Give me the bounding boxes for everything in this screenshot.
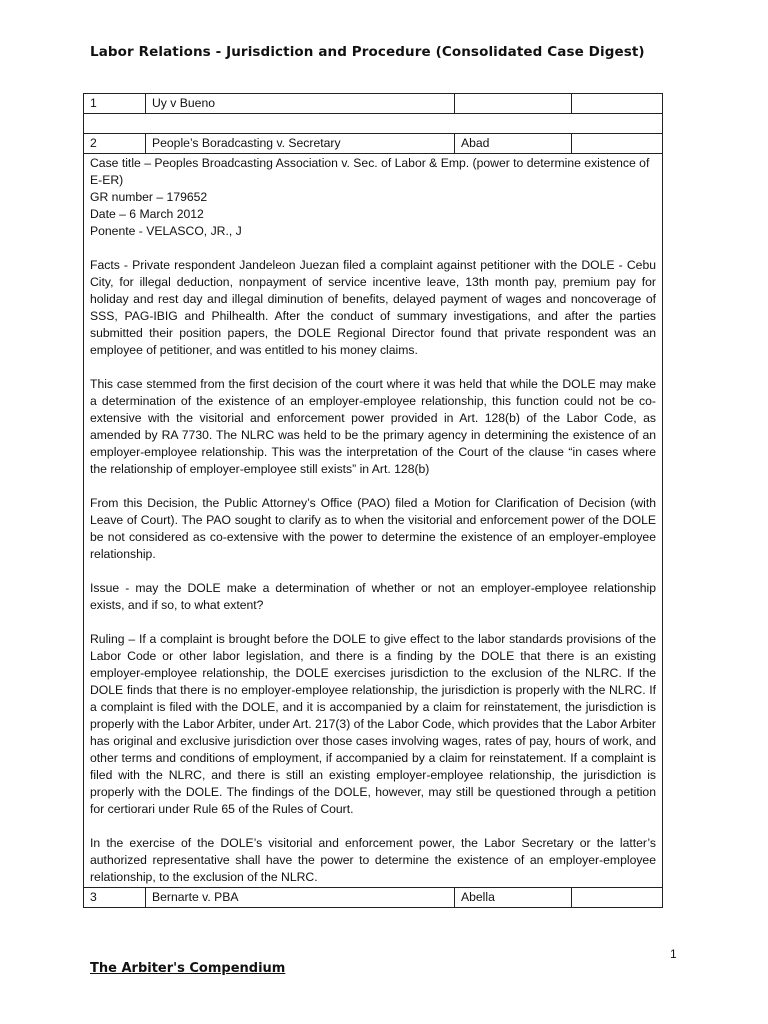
digest-facts: Facts - Private respondent Jandeleon Juezan filed a complaint against petitioner with the DOLE - Cebu City, for illegal deduction, nonpayment of service incentive leave, 13th month pay, premium pay for holiday and rest day and illegal diminution of benefits, delayed payment of wages and noncoverage of SSS, PAG-IBIG and Philhealth. After the conduct of summary investigations, and after the parties submitted their position papers, the DOLE Regional Director found that private respondent was an employee of petitioner, and was entitled to his money claims. [90,258,656,357]
case-title: Bernarte v. PBA [146,888,455,908]
case-assignee: Abad [455,134,572,154]
table-row [84,94,663,114]
digest-cell [84,154,663,888]
case-title: People’s Boradcasting v. Secretary [146,134,455,154]
case-assignee [455,94,572,114]
page-number: 1 [670,947,677,961]
digest-motion: From this Decision, the Public Attorney’s Office (PAO) filed a Motion for Clarification of Decision (with Leave of Court). The PAO sought to clarify as to when the visitorial and enforcement power of the DOLE be not considered as co-extensive with the power to determine the existence of an employer-employee relationship. [90,496,656,561]
digest-gr-number: GR number – 179652 [90,190,208,204]
table-row [84,134,663,154]
case-assignee: Abella [455,888,572,908]
digest-date: Date – 6 March 2012 [90,207,204,221]
digest-background: This case stemmed from the first decision of the court where it was held that while the DOLE may make a determination of the existence of an employer-employee relationship, this function could not be co-extensive with the visitorial and enforcement power provided in Art. 128(b) of the Labor Code, as amended by RA 7730. The NLRC was held to be the primary agency in determining the existence of an employer-employee relationship. This was the interpretation of the Court of the clause “in cases where the relationship of employer-employee still exists” in Art. 128(b) [90,377,656,476]
case-title: Uy v Bueno [146,94,455,114]
spacer-cell [84,114,663,134]
case-extra [572,94,663,114]
case-number: 1 [84,94,146,114]
case-digest-table [83,93,663,908]
case-number: 3 [84,888,146,908]
case-number: 2 [84,134,146,154]
digest-case-title: Case title – Peoples Broadcasting Association v. Sec. of Labor & Emp. (power to determine existence of E-ER) [90,156,650,187]
case-extra [572,134,663,154]
page-title: Labor Relations - Jurisdiction and Procedure (Consolidated Case Digest) [90,44,645,60]
digest-issue: Issue - may the DOLE make a determination of whether or not an employer-employee relationship exists, and if so, to what extent? [90,581,656,612]
table-row-digest [84,154,663,888]
footer-title: The Arbiter's Compendium [90,961,286,976]
digest-ponente: Ponente - VELASCO, JR., J [90,224,242,238]
table-row [84,888,663,908]
table-row-spacer [84,114,663,134]
digest-conclusion: In the exercise of the DOLE’s visitorial and enforcement power, the Labor Secretary or the latter’s authorized representative shall have the power to determine the existence of an employer-employee relationship, to the exclusion of the NLRC. [90,836,656,884]
digest-ruling: Ruling – If a complaint is brought before the DOLE to give effect to the labor standards provisions of the Labor Code or other labor legislation, and there is a finding by the DOLE that there is an existing employer-employee relationship, the DOLE exercises jurisdiction to the exclusion of the NLRC. If the DOLE finds that there is no employer-employee relationship, the jurisdiction is properly with the NLRC. If a complaint is filed with the DOLE, and it is accompanied by a claim for reinstatement, the jurisdiction is properly with the Labor Arbiter, under Art. 217(3) of the Labor Code, which provides that the Labor Arbiter has original and exclusive jurisdiction over those cases involving wages, rates of pay, hours of work, and other terms and conditions of employment, if accompanied by a claim for reinstatement. If a complaint is filed with the NLRC, and there is still an existing employer-employee relationship, the jurisdiction is properly with the DOLE. The findings of the DOLE, however, may still be questioned through a petition for certiorari under Rule 65 of the Rules of Court. [90,632,656,816]
case-extra [572,888,663,908]
